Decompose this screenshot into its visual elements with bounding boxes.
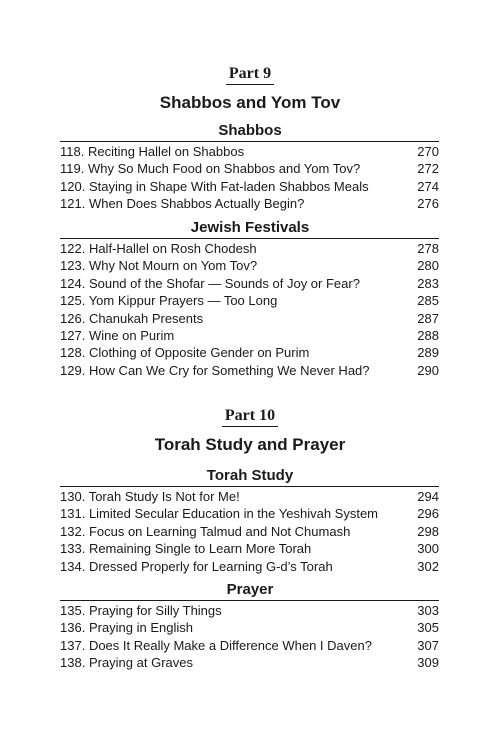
toc-entry[interactable] <box>60 292 439 309</box>
entry-number: 131. <box>60 506 86 522</box>
entry-title: 126. Chanukah Presents <box>60 310 204 326</box>
section-rule <box>60 141 439 142</box>
entry-number: 120. <box>60 178 86 194</box>
entry-title: 134. Dressed Properly for Learning G-d’s Torah <box>60 558 333 574</box>
entry-number: 130. <box>60 489 86 504</box>
entry-number: 119. <box>60 161 85 177</box>
entry-title: 121. When Does Shabbos Actually Begin? <box>60 196 305 212</box>
toc-entry[interactable] <box>60 327 439 344</box>
entry-number: 128. <box>60 345 86 361</box>
part-9-title: Shabbos and Yom Tov <box>159 93 341 112</box>
entry-number: 122. <box>60 241 86 256</box>
entry-number: 124. <box>60 275 86 291</box>
entry-page: 298 <box>417 523 439 539</box>
entry-page: 288 <box>417 327 439 343</box>
toc-entry[interactable] <box>60 602 439 619</box>
toc-entry[interactable] <box>60 240 439 257</box>
entry-page: 305 <box>417 620 439 636</box>
entry-page: 285 <box>417 293 439 309</box>
toc-entry[interactable] <box>60 523 439 540</box>
toc-entry[interactable] <box>60 488 439 505</box>
entry-page: 289 <box>417 345 439 361</box>
entry-title: 128. Clothing of Opposite Gender on Purim <box>60 345 310 361</box>
entry-number: 129. <box>60 362 86 378</box>
toc-entry[interactable] <box>60 344 439 361</box>
entry-page: 294 <box>417 489 439 504</box>
part-10-title: Torah Study and Prayer <box>154 435 346 454</box>
entry-title: 122. Half-Hallel on Rosh Chodesh <box>60 241 257 256</box>
section-heading-prayer: Prayer <box>226 581 274 598</box>
toc-entry[interactable] <box>60 540 439 557</box>
section-rule <box>60 238 439 239</box>
entry-title: 118. Reciting Hallel on Shabbos <box>60 144 245 159</box>
entry-number: 121. <box>60 196 86 212</box>
entry-page: 290 <box>417 362 439 378</box>
toc-entry[interactable] <box>60 257 439 274</box>
toc-entry[interactable] <box>60 275 439 292</box>
entry-page: 303 <box>417 603 439 618</box>
entry-number: 136. <box>60 620 86 636</box>
entry-page: 280 <box>417 258 439 274</box>
entry-title: 138. Praying at Graves <box>60 655 193 671</box>
entry-page: 272 <box>417 161 439 177</box>
entry-title: 125. Yom Kippur Prayers — Too Long <box>60 293 278 309</box>
entry-page: 287 <box>417 310 439 326</box>
entry-page: 276 <box>417 196 439 212</box>
entry-number: 134. <box>60 558 86 574</box>
toc-entry[interactable] <box>60 637 439 654</box>
toc-entry[interactable] <box>60 654 439 671</box>
entry-number: 125. <box>60 293 86 309</box>
entry-page: 278 <box>417 241 439 256</box>
part-9-label: Part 9 <box>0 64 500 85</box>
entry-title: 133. Remaining Single to Learn More Torah <box>60 541 312 557</box>
entry-number: 126. <box>60 310 86 326</box>
entries-torah-study <box>60 488 439 575</box>
toc-entry[interactable] <box>60 195 439 212</box>
entry-number: 123. <box>60 258 86 274</box>
entry-title: 129. How Can We Cry for Something We Never Had? <box>60 362 370 378</box>
entry-number: 135. <box>60 603 86 618</box>
entry-number: 138. <box>60 655 86 671</box>
entry-title: 127. Wine on Purim <box>60 327 175 343</box>
toc-entry[interactable] <box>60 178 439 195</box>
entry-title: 137. Does It Really Make a Difference When I Daven? <box>60 637 372 653</box>
entry-number: 118. <box>60 144 85 159</box>
entries-prayer <box>60 602 439 672</box>
section-rule <box>60 600 439 601</box>
entry-page: 302 <box>417 558 439 574</box>
entry-page: 309 <box>417 655 439 671</box>
entry-title: 132. Focus on Learning Talmud and Not Chumash <box>60 523 351 539</box>
entry-page: 283 <box>417 275 439 291</box>
section-heading-shabbos: Shabbos <box>218 122 282 139</box>
entry-title: 120. Staying in Shape With Fat-laden Shabbos Meals <box>60 178 369 194</box>
entry-title: 124. Sound of the Shofar — Sounds of Joy or Fear? <box>60 275 360 291</box>
entry-page: 296 <box>417 506 439 522</box>
entry-number: 137. <box>60 637 86 653</box>
part-10-label: Part 10 <box>0 406 500 427</box>
section-heading-torah-study: Torah Study <box>206 467 294 484</box>
entry-title: 123. Why Not Mourn on Yom Tov? <box>60 258 258 274</box>
entry-title: 119. Why So Much Food on Shabbos and Yom Tov? <box>60 161 361 177</box>
toc-entry[interactable] <box>60 160 439 177</box>
entry-page: 300 <box>417 541 439 557</box>
entry-page: 274 <box>417 178 439 194</box>
entry-title: 136. Praying in English <box>60 620 193 636</box>
section-heading-jewish-festivals: Jewish Festivals <box>190 219 310 236</box>
toc-entry[interactable] <box>60 558 439 575</box>
entry-title: 135. Praying for Silly Things <box>60 603 222 618</box>
entry-number: 133. <box>60 541 86 557</box>
toc-entry[interactable] <box>60 619 439 636</box>
toc-entry[interactable] <box>60 362 439 379</box>
toc-entry[interactable] <box>60 310 439 327</box>
entries-shabbos <box>60 143 439 213</box>
toc-entry[interactable] <box>60 143 439 160</box>
toc-entry[interactable] <box>60 505 439 522</box>
entry-number: 127. <box>60 327 86 343</box>
entry-title: 130. Torah Study Is Not for Me! <box>60 489 240 504</box>
section-rule <box>60 486 439 487</box>
entry-number: 132. <box>60 523 86 539</box>
entry-title: 131. Limited Secular Education in the Yeshivah System <box>60 506 378 522</box>
entry-page: 307 <box>417 637 439 653</box>
entries-jewish-festivals <box>60 240 439 379</box>
entry-page: 270 <box>417 144 439 159</box>
